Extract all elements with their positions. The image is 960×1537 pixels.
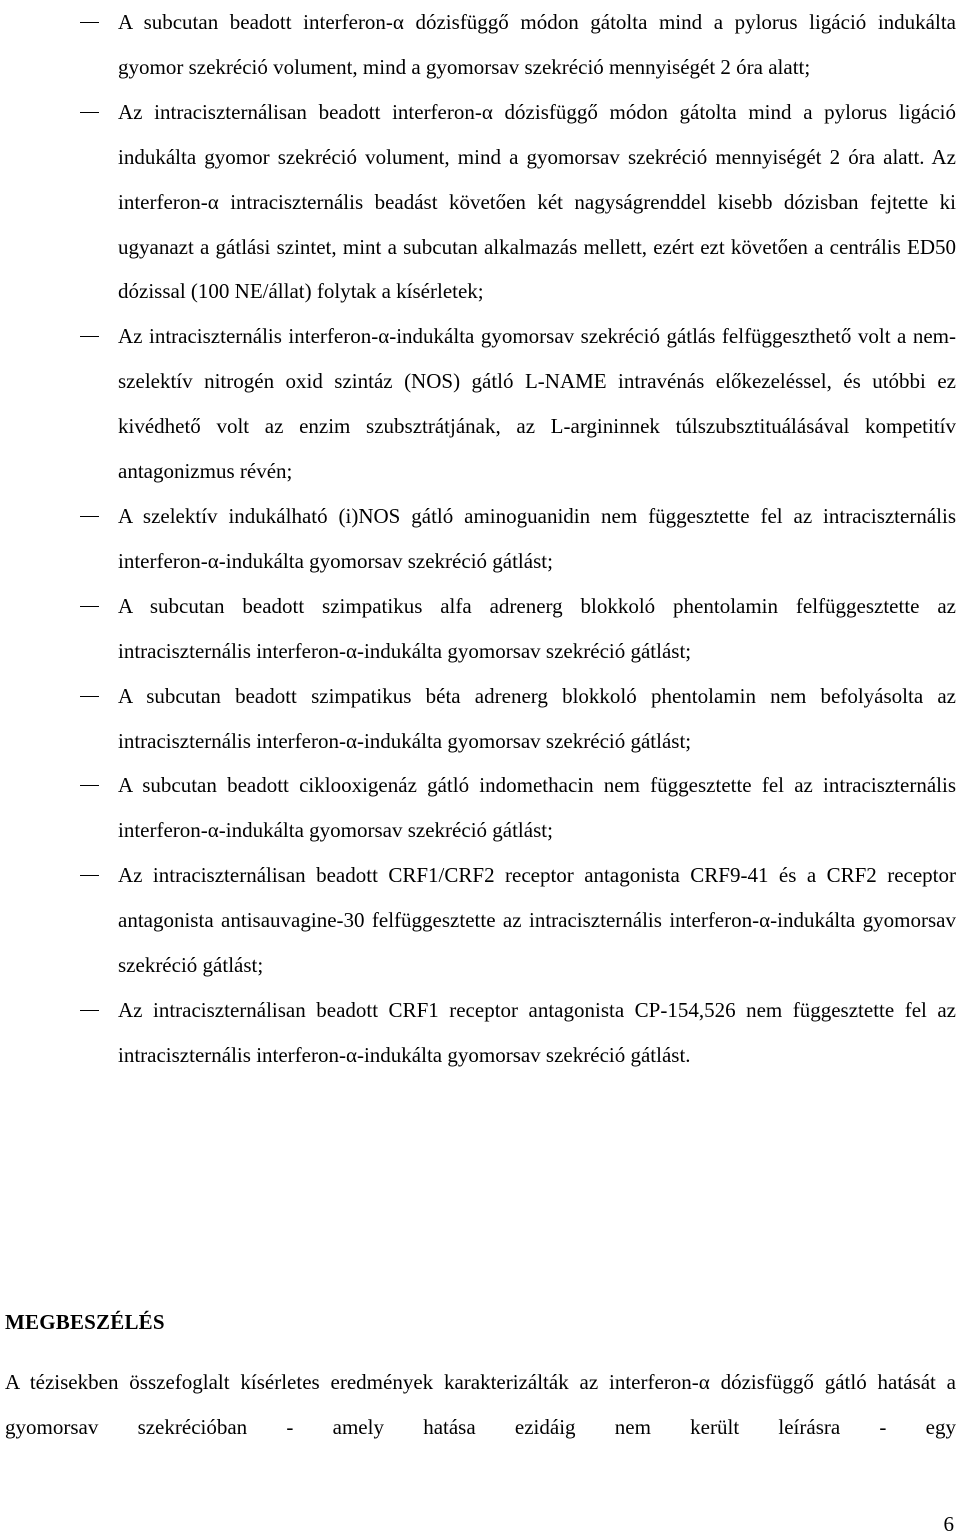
list-item [0,494,960,584]
list-item [0,674,960,764]
list-item-text: A subcutan beadott szimpatikus béta adrenerg blokkoló phentolamin nem befolyásolta az intraciszternális interferon-α-indukálta gyomorsav szekréció gátlást; [118,683,956,753]
list-item-text: A subcutan beadott interferon-α dózisfüggő módon gátolta mind a pylorus ligáció indukálta gyomor szekréció volument, mind a gyomorsav szekréció mennyiségét 2 óra alatt; [118,10,956,79]
list-item [0,0,960,90]
list-item-text: A subcutan beadott ciklooxigenáz gátló indomethacin nem függesztette fel az intraciszternális interferon-α-indukálta gyomorsav szekréció gátlást; [118,773,956,843]
list-item-text: Az intraciszternális interferon-α-indukálta gyomorsav szekréció gátlás felfüggeszthető volt a nem-szelektív nitrogén oxid szintáz (NOS) gátló L-NAME intravénás előkezeléssel, és utóbbi ez kivédhető volt az enzim szubsztrátjának, az L-argininnek túlszubsztituálásával kompetitív antagonizmus révén; [118,324,956,484]
dash-bullet-icon [80,875,99,876]
list-item-text: A subcutan beadott szimpatikus alfa adrenerg blokkoló phentolamin felfüggesztette az intraciszternális interferon-α-indukálta gyomorsav szekréció gátlást; [118,593,956,663]
discussion-paragraph: A tézisekben összefoglalt kísérletes eredmények karakterizálták az interferon-α dózisfüggő gátló hatását a gyomorsav szekrécióban - amely hatása ezidáig nem került leírásra - egy [5,1370,956,1439]
dash-bullet-icon [80,22,99,23]
dash-bullet-icon [80,336,99,337]
page-number: 6 [943,1512,954,1536]
list-item [0,314,960,494]
list-item [0,584,960,674]
section-heading: MEGBESZÉLÉS [5,1310,165,1334]
list-item-text: Az intraciszternálisan beadott CRF1 receptor antagonista CP-154,526 nem függesztette fel az intraciszternális interferon-α-indukálta gyomorsav szekréció gátlást. [118,997,956,1067]
list-item-text: Az intraciszternálisan beadott interferon-α dózisfüggő módon gátolta mind a pylorus ligáció indukálta gyomor szekréció volument, mind a gyomorsav szekréció mennyiségét 2 óra alatt. Az interferon-α intraciszternális beadást követően két nagyságrenddel kisebb dózisban fejtette ki ugyanazt a gátlási szintet, mint a subcutan alkalmazás mellett, ezért ezt követően a centrális ED50 dózissal (100 NE/állat) folytak a kísérletek; [118,99,956,304]
list-item [0,90,960,315]
list-item-text: A szelektív indukálható (i)NOS gátló aminoguanidin nem függesztette fel az intraciszternális interferon-α-indukálta gyomorsav szekréció gátlást; [118,503,956,573]
list-item [0,763,960,853]
dash-bullet-icon [80,516,99,517]
list-item-text: Az intraciszternálisan beadott CRF1/CRF2 receptor antagonista CRF9-41 és a CRF2 receptor antagonista antisauvagine-30 felfüggesztette az intraciszternális interferon-α-indukálta gyomorsav szekréció gátlást; [118,863,956,978]
dash-bullet-icon [80,1010,99,1011]
list-item [0,853,960,988]
dash-bullet-icon [80,112,99,113]
dash-bullet-icon [80,696,99,697]
dash-bullet-icon [80,606,99,607]
dash-bullet-icon [80,785,99,786]
list-item [0,988,960,1078]
